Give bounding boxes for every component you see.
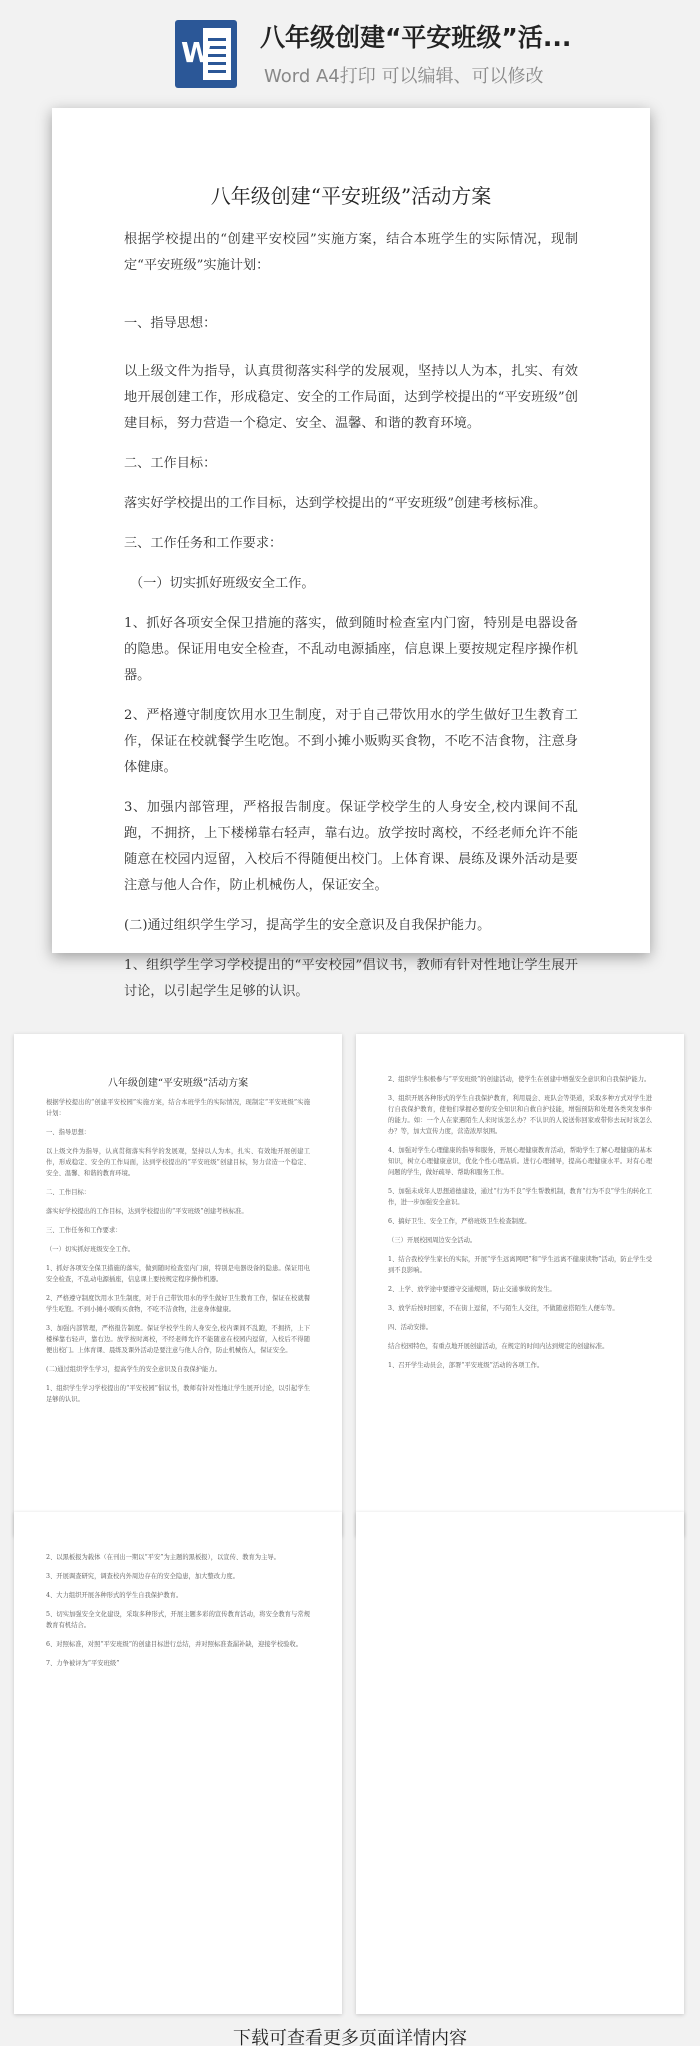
section-heading: 二、工作目标： [124, 456, 217, 471]
paragraph: 1、抓好各项安全保卫措施的落实，做到随时检查室内门窗，特别是电器设备的隐患。保证用电安全检查，不乱动电源插座，信息课上要按规定程序操作机器。 [124, 616, 578, 683]
page-title: 八年级创建“平安班级”活动方案 [210, 184, 492, 208]
thumbnail-paragraph: 7、力争被评为“平安班级” [46, 1660, 120, 1667]
thumbnail-paragraph: 1、结合我校学生家长的实际，开展“学生远离网吧”和“学生远离不健康读物”活动，防止学生受到不良影响。 [388, 1256, 652, 1274]
thumbnail-paragraph: 1、召开学生动员会，部署“平安班级”活动的各项工作。 [388, 1362, 544, 1369]
paragraph: 2、严格遵守制度饮用水卫生制度，对于自己带饮用水的学生做好卫生教育工作，保证在校就餐学生吃饱。不到小摊小贩购买食物，不吃不洁食物，注意身体健康。 [124, 708, 578, 775]
header [0, 0, 700, 100]
thumbnail-paragraph: 2、严格遵守制度饮用水卫生制度，对于自己带饮用水的学生做好卫生教育工作，保证在校就餐学生吃饱。不到小摊小贩购买食物，不吃不洁食物，注意身体健康。 [46, 1295, 310, 1313]
thumbnail-paragraph: 6、对照标准，对照“平安班级”的创建目标进行总结，并对照标准查漏补缺，迎接学校验收。 [46, 1641, 303, 1648]
thumbnail-paragraph: 二、工作目标： [46, 1189, 91, 1196]
thumbnail-paragraph: 3、放学后按时回家，不在街上逗留，不与陌生人交往，不做随意搭陌生人便车等。 [388, 1305, 619, 1312]
section-heading: 三、工作任务和工作要求： [124, 536, 283, 551]
thumbnail-paragraph: 5、加强未成年人思想道德建设，通过“行为不良”学生帮教机制，教育“行为不良”学生的转化工作，进一步加强安全意识。 [388, 1188, 652, 1206]
thumbnail-paragraph: 落实好学校提出的工作目标，达到学校提出的“平安班级”创建考核标准。 [46, 1208, 248, 1215]
sub-heading: （一）切实抓好班级安全工作。 [130, 576, 315, 591]
thumbnail-paragraph: 以上级文件为指导，认真贯彻落实科学的发展观，坚持以人为本，扎实、有效地开展创建工作，形成稳定、安全的工作局面，达到学校提出的“平安班级”创建目标，努力营造一个稳定、安全、温馨、和谐的教育环境。 [46, 1148, 310, 1177]
thumbnail-paragraph: 2、组织学生积极参与“平安班级”的创建活动，使学生在创建中增强安全意识和自我保护能力。 [388, 1076, 651, 1083]
thumbnail-paragraph: （一）切实抓好班级安全工作。 [46, 1246, 135, 1253]
paragraph: 以上级文件为指导，认真贯彻落实科学的发展观，坚持以人为本，扎实、有效地开展创建工作，形成稳定、安全的工作局面，达到学校提出的“平安班级”创建目标，努力营造一个稳定、安全、温馨、和谐的教育环境。 [124, 364, 578, 431]
thumbnail-page-4[interactable] [356, 1512, 684, 2014]
main-document-page [52, 108, 650, 999]
thumbnail-paragraph: 一、指导思想： [46, 1129, 91, 1136]
section-heading: 一、指导思想： [124, 316, 217, 331]
thumbnail-paragraph: 三、工作任务和工作要求： [46, 1227, 122, 1234]
word-letter: W [181, 36, 212, 69]
download-more-footer[interactable]: 下载可查看更多页面详情内容 [233, 2028, 467, 2046]
thumbnail-paragraph: 2、以黑板报为载体（在刊出一期以“平安”为主题的黑板报），以宣传、教育为主导。 [46, 1554, 280, 1561]
thumbnail-paragraph: 根据学校提出的“创建平安校园”实施方案，结合本班学生的实际情况，现制定“平安班级”实施计划： [46, 1099, 310, 1117]
thumbnail-paragraph: 6、搞好卫生、安全工作，严格班级卫生检查制度。 [388, 1218, 531, 1225]
paragraph: 落实好学校提出的工作目标，达到学校提出的“平安班级”创建考核标准。 [124, 496, 547, 511]
thumbnail-paragraph: 结合校园特色，有重点地开展创建活动，在规定的时间内达到规定的创建标准。 [388, 1343, 609, 1350]
thumbnail-paragraph: 3、组织开展各种形式的学生自我保护教育，利用晨会、班队会等渠道，采取多种方式对学生进行自我保护教育，使他们掌握必要的安全知识和自救自护技能，增强预防和处理各类突发事件的能力。如：一个人在家遇陌生人来时该怎么办？不认识的人说送你回家或带你去玩时该怎么办？等，加大宣传力度，营造浓厚氛围。 [388, 1095, 652, 1135]
thumbnail-paragraph: 4、加强对学生心理健康的指导和服务，开展心理健康教育活动，帮助学生了解心理健康的基本知识，树立心理健康意识，优化个性心理品质。进行心理辅导，提高心理健康水平。对有心理问题的学生，做好疏导、帮助和服务工作。 [388, 1147, 652, 1176]
thumbnail-paragraph: （三）开展校园周边安全活动。 [388, 1237, 477, 1244]
thumbnail-page-2[interactable] [356, 1034, 684, 1536]
thumbnail-page-1[interactable] [14, 1034, 342, 1536]
document-title: 八年级创建“平安班级”活... [260, 23, 572, 52]
sub-heading: (二)通过组织学生学习，提高学生的安全意识及自我保护能力。 [124, 918, 491, 933]
thumbnail-paragraph: 3、开展调查研究，调查校内外周边存在的安全隐患，加大整改力度。 [46, 1573, 239, 1580]
thumbnail-title: 八年级创建“平安班级”活动方案 [107, 1078, 249, 1089]
thumbnail-paragraph: 1、抓好各项安全保卫措施的落实，做到随时检查室内门窗，特别是电器设备的隐患。保证用电安全检查，不乱动电源插座，信息课上要按规定程序操作机器。 [46, 1265, 310, 1283]
thumbnail-paragraph: (二)通过组织学生学习，提高学生的安全意识及自我保护能力。 [46, 1366, 221, 1373]
thumbnail-paragraph: 2、上学、放学途中要遵守交通规则，防止交通事故的发生。 [388, 1286, 556, 1293]
document-subtitle: Word A4打印 可以编辑、可以修改 [264, 66, 544, 87]
thumbnail-paragraph: 四、活动安排。 [388, 1324, 433, 1331]
word-document-icon [175, 20, 237, 88]
thumbnail-paragraph: 1、组织学生学习学校提出的“平安校园”倡议书，教师有针对性地让学生展开讨论，以引起学生足够的认识。 [46, 1385, 310, 1403]
thumbnail-paragraph: 5、切实加强安全文化建设，采取多种形式，开展主题多彩的宣传教育活动，将安全教育与常规教育有机结合。 [46, 1611, 310, 1629]
thumbnail-paragraph: 3、加强内部管理，严格报告制度。保证学校学生的人身安全,校内课间不乱跑，不拥挤，上下楼梯靠右轻声，靠右边。放学按时离校，不经老师允许不能随意在校园内逗留，入校后不得随便出校门。上体育课、晨练及课外活动是要注意与他人合作，防止机械伤人，保证安全。 [46, 1325, 310, 1354]
paragraph: 1、组织学生学习学校提出的“平安校园”倡议书，教师有针对性地让学生展开讨论，以引起学生足够的认识。 [124, 958, 578, 999]
thumbnail-page-3[interactable] [14, 1512, 342, 2014]
paragraph: 3、加强内部管理，严格报告制度。保证学校学生的人身安全,校内课间不乱跑，不拥挤，上下楼梯靠右轻声，靠右边。放学按时离校，不经老师允许不能随意在校园内逗留，入校后不得随便出校门。上体育课、晨练及课外活动是要注意与他人合作，防止机械伤人，保证安全。 [124, 800, 578, 893]
intro-paragraph: 根据学校提出的“创建平安校园”实施方案，结合本班学生的实际情况，现制定“平安班级”实施计划： [124, 232, 578, 273]
thumbnail-paragraph: 4、大力组织开展各种形式的学生自我保护教育。 [46, 1592, 183, 1599]
